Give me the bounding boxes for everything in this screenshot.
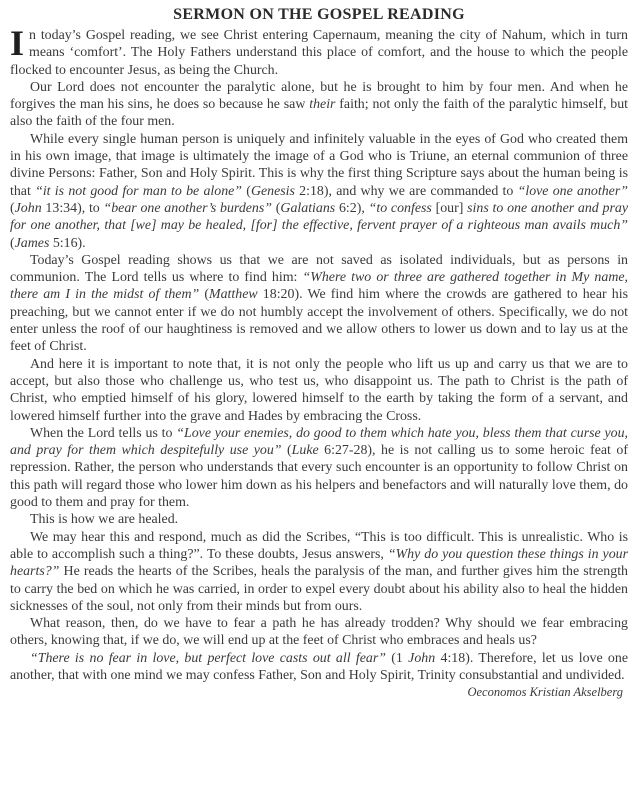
italic-text-run: “Why do you question these things in your hearts?”	[10, 546, 628, 580]
text-run: 5:16).	[49, 235, 86, 251]
text-run: We may hear this and respond, much as did the Scribes, “This is too difficult. This is unrealistic. Who is able to accomplish such a thing?”. To these doubts, Jesus answers,	[10, 529, 628, 562]
paragraph	[10, 252, 628, 356]
text-run: (	[272, 200, 281, 216]
text-run: n today’s Gospel reading, we see Christ entering Capernaum, meaning the city of Nahum, which in turn means ‘comfort’. The Holy Fathers understand this place of comfort, and the house to which the people flocked to encounter Jesus, as being the Church.	[10, 28, 628, 78]
italic-text-run: Galatians	[280, 200, 336, 216]
italic-text-run: James	[14, 235, 50, 251]
text-run: (	[281, 443, 292, 459]
text-run: What reason, then, do we have to fear a path he has already trodden? Why should we fear embracing others, knowing that, if we do, we will end up at the feet of Christ who embraces and heals us?	[10, 616, 628, 649]
italic-text-run: “Love your enemies, do good to them which hate you, bless them that curse you, and pray for them which despitefully use you”	[10, 425, 628, 459]
italic-text-run: John	[408, 650, 436, 666]
paragraph	[10, 511, 628, 528]
paragraph	[10, 131, 628, 252]
paragraph	[10, 650, 628, 685]
paragraph	[10, 529, 628, 615]
italic-text-run: sins to one another and pray for one another, that [we] may be healed, [for] the effective, fervent prayer of a righteous man avails much”	[10, 200, 628, 234]
text-run: 2:18), and why we are commanded to	[294, 183, 518, 199]
text-run: 18:20). We find him where the crowds are gathered to hear his preaching, but we cannot enter if we do not humbly accept the involvement of others. Specifically, we do not enter unless the roof of our haughtiness is removed and we allow others to lower us down and to lay us at the feet of Christ.	[10, 287, 628, 355]
paragraph	[10, 23, 628, 79]
text-run: [our]	[431, 200, 468, 216]
italic-text-run: John	[14, 200, 42, 216]
page-title: SERMON ON THE GOSPEL READING	[173, 6, 465, 23]
text-run: (	[10, 200, 15, 216]
text-run: When the Lord tells us to	[30, 425, 177, 441]
text-run: 4:18). Therefore, let us love one another, that with one mind we may confess Father, Son and Holy Spirit, Trinity consubstantial and undivided.	[10, 650, 628, 683]
text-run: Our Lord does not encounter the paralytic alone, but he is brought to him by four men. And when he forgives the man his sins, he does so because he saw	[10, 79, 628, 113]
italic-text-run: “it is not good for man to be alone”	[35, 183, 243, 199]
paragraph	[10, 615, 628, 650]
italic-text-run: Luke	[291, 443, 319, 459]
paragraph	[10, 425, 628, 511]
text-run: (	[199, 287, 210, 303]
author-signature: Oeconomos Kristian Akselberg	[467, 685, 623, 700]
italic-text-run: “love one another”	[517, 183, 628, 199]
paragraph	[10, 356, 628, 425]
italic-text-run: Genesis	[250, 183, 295, 199]
text-run: 13:34), to	[41, 200, 104, 216]
italic-text-run: Matthew	[209, 287, 258, 303]
text-run: 6:27-28), he is not calling us to some heroic feat of repression. Rather, the person who understands that every such encounter is an opportunity to follow Christ on this path will regard those who lower him down as his helpers and benefactors and will naturally love them, do good to them and pray for them.	[10, 443, 628, 511]
text-run: And here it is important to note that, it is not only the people who lift us up and carry us that we are to accept, but also those who challenge us, who test us, who disappoint us. The path to Christ is the path of Christ, who emptied himself of his glory, lowered himself to the earth by taking the form of a servant, and lowered himself further into the grave and Hades by embracing the Cross.	[10, 356, 628, 424]
text-run: 6:2),	[335, 200, 369, 216]
italic-text-run: “There is no fear in love, but perfect love casts out all fear”	[30, 650, 386, 666]
text-run: He reads the hearts of the Scribes, heals the paralysis of the man, and further gives him the strength to carry the bed on which he was carried, in order to expel every doubt about his ability also to heal the hidden sicknesses of the soul, not only from their minds but from ours.	[10, 564, 628, 614]
italic-text-run: “to confess	[368, 200, 432, 216]
italic-text-run: their	[309, 97, 336, 113]
text-run: (1	[385, 650, 409, 666]
paragraph	[10, 79, 628, 131]
text-run: While every single human person is uniquely and infinitely valuable in the eyes of God who created them in his own image, that image is ultimately the image of a God who is Triune, an eternal communion of three divine Persons: Father, Son and Holy Spirit. This is why the first thing Scripture says about the human being is that	[10, 131, 628, 199]
text-run: faith; not only the faith of the paralytic himself, but also the faith of the four men.	[10, 97, 628, 130]
italic-text-run: “Where two or three are gathered together in My name, there am I in the midst of them”	[10, 270, 628, 303]
drop-cap-letter: I	[10, 23, 25, 63]
text-run: (	[242, 183, 251, 199]
text-run: This is how we are healed.	[30, 512, 179, 528]
sermon-body	[10, 23, 628, 684]
text-run: Today’s Gospel reading shows us that we are not saved as isolated individuals, but as persons in communion. The Lord tells us where to find him:	[10, 252, 628, 286]
italic-text-run: “bear one another’s burdens”	[103, 200, 273, 216]
text-run: (	[10, 235, 15, 251]
